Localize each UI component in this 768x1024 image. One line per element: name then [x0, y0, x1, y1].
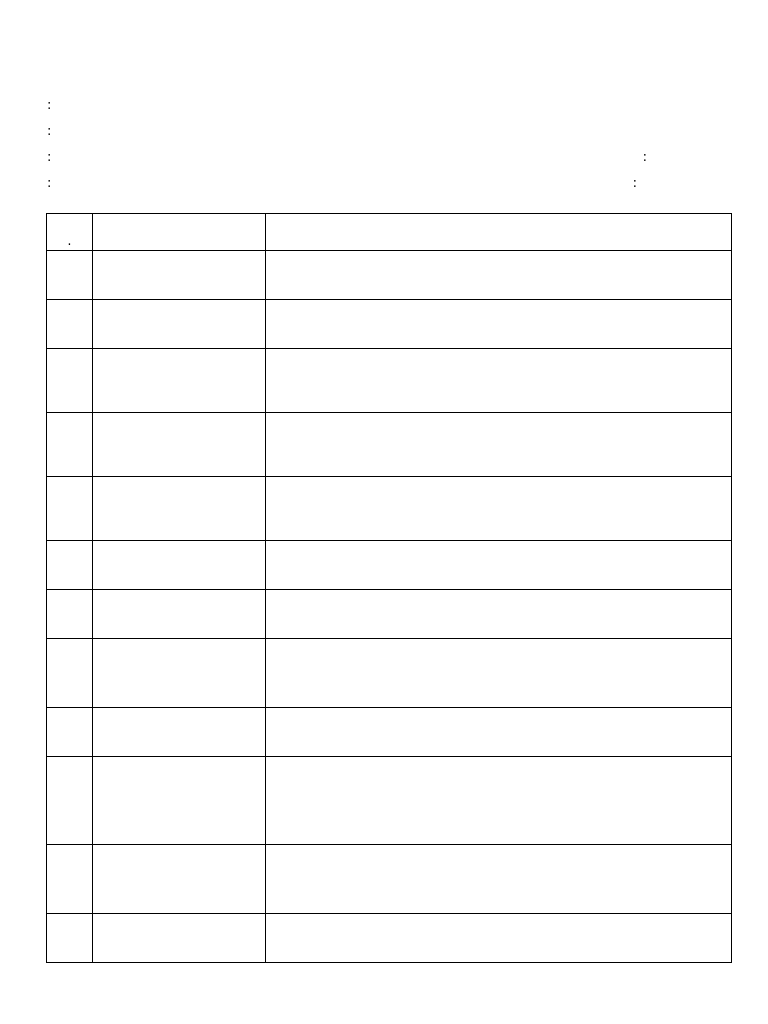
row-number [47, 541, 93, 590]
meta-field-3-right-colon: : [642, 150, 647, 165]
row-number [47, 251, 93, 300]
row-item-label [93, 639, 266, 708]
meta-field-1-colon: : [47, 98, 52, 113]
title-line-1 [0, 42, 768, 62]
table-row [47, 349, 732, 413]
row-detail-field[interactable] [266, 300, 732, 349]
row-detail-field[interactable] [266, 251, 732, 300]
row-detail-field[interactable] [266, 413, 732, 477]
row-detail-field[interactable] [266, 639, 732, 708]
meta-field-3 [47, 148, 51, 168]
table-row [47, 757, 732, 845]
table-row [47, 300, 732, 349]
meta-field-4 [47, 174, 51, 194]
meta-field-3-colon: : [47, 150, 52, 165]
meta-row-2 [47, 122, 647, 142]
header-serial-no-suffix: . [67, 234, 72, 249]
meta-field-3-right [643, 148, 647, 168]
form-table [46, 213, 732, 963]
row-detail-field[interactable] [266, 757, 732, 845]
row-number [47, 757, 93, 845]
row-detail-field[interactable] [266, 349, 732, 413]
meta-field-2-colon: : [47, 124, 52, 139]
row-detail-field[interactable] [266, 708, 732, 757]
meta-field-4-right [633, 174, 637, 194]
row-item-label [93, 914, 266, 963]
header-serial-no [47, 214, 93, 251]
row-number [47, 349, 93, 413]
table-row [47, 541, 732, 590]
row-detail-field[interactable] [266, 541, 732, 590]
row-item-label [93, 541, 266, 590]
row-item-label [93, 708, 266, 757]
row-detail-field[interactable] [266, 914, 732, 963]
row-item-label [93, 251, 266, 300]
row-number [47, 590, 93, 639]
row-number [47, 914, 93, 963]
row-item-label [93, 413, 266, 477]
meta-field-2 [47, 122, 51, 142]
table-row [47, 251, 732, 300]
row-item-label [93, 845, 266, 914]
form-title [0, 42, 768, 82]
table-row [47, 708, 732, 757]
table-row [47, 914, 732, 963]
row-number [47, 639, 93, 708]
title-line-2 [0, 62, 768, 82]
header-item [93, 214, 266, 251]
row-number [47, 845, 93, 914]
row-number [47, 300, 93, 349]
table-row [47, 639, 732, 708]
row-number [47, 708, 93, 757]
row-detail-field[interactable] [266, 590, 732, 639]
row-item-label [93, 590, 266, 639]
meta-field-1 [47, 96, 51, 116]
meta-row-1 [47, 96, 647, 116]
row-item-label [93, 477, 266, 541]
meta-field-4-colon: : [47, 176, 52, 191]
meta-field-4-right-colon: : [632, 176, 637, 191]
row-item-label [93, 757, 266, 845]
row-number [47, 413, 93, 477]
table-row [47, 590, 732, 639]
row-item-label [93, 300, 266, 349]
row-item-label [93, 349, 266, 413]
table-row [47, 845, 732, 914]
table-row [47, 477, 732, 541]
header-detail [266, 214, 732, 251]
row-detail-field[interactable] [266, 477, 732, 541]
row-number [47, 477, 93, 541]
row-detail-field[interactable] [266, 845, 732, 914]
meta-row-3 [47, 148, 647, 168]
meta-row-4 [47, 174, 637, 194]
table-row [47, 413, 732, 477]
table-header-row [47, 214, 732, 251]
